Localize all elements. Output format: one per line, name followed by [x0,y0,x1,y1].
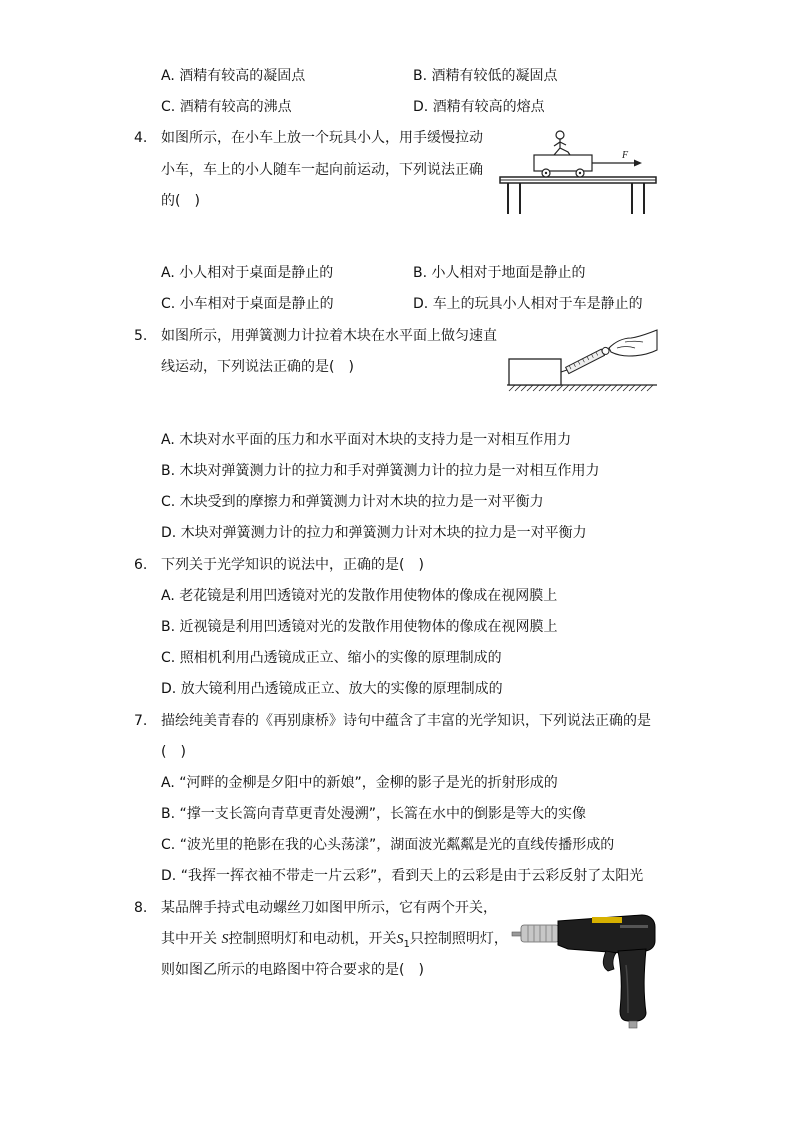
q8-stem-line: 则如图乙所示的电路图中符合要求的是( ) [161,962,424,978]
q6-option-a [161,586,557,606]
toy-person-body [554,139,570,155]
q5-option-c [161,492,544,512]
option-label: B. [161,463,176,479]
option-text: “波光里的艳影在我的心头荡漾”，湖面波光粼粼是光的直线传播形成的 [179,837,615,853]
cart-body [534,155,592,171]
q5-option-b [161,461,600,481]
option-label: D. [413,296,429,312]
option-label: C. [161,837,176,853]
q4-option-b [413,263,586,283]
option-label: C. [161,494,176,510]
spring-scale [566,346,611,373]
option-text: 照相机利用凸透镜成正立、缩小的实像的原理制成的 [179,650,502,666]
option-text: 近视镜是利用凹透镜对光的发散作用使物体的像成在视网膜上 [179,619,558,635]
q7-stem-line: 描绘纯美青春的《再别康桥》诗句中蕴含了丰富的光学知识，下列说法正确的是 [161,713,651,729]
q7-stem-line: ( ) [161,744,186,760]
toy-person-head [556,131,564,139]
wooden-block [509,359,561,385]
screwdriver-air-fitting [629,1021,637,1028]
screwdriver-label [592,917,622,923]
option-label: A. [161,265,175,281]
option-label: D. [161,868,177,884]
q4-option-d [413,294,643,314]
q8-number: 8. [134,900,148,916]
q5-option-d [161,523,587,543]
q5-option-a [161,430,571,450]
q6-option-b [161,617,558,637]
q6-number: 6. [134,557,148,573]
option-text: 木块对弹簧测力计的拉力和手对弹簧测力计的拉力是一对相互作用力 [179,463,600,479]
option-label: D. [161,525,177,541]
q7-option-d [161,866,643,886]
option-text: 酒精有较高的沸点 [179,99,292,115]
option-text: “我挥一挥衣袖不带走一片云彩”，看到天上的云彩是由于云彩反射了太阳光 [180,868,644,884]
q7-number: 7. [134,713,148,729]
option-label: C. [161,99,176,115]
option-label: D. [161,681,177,697]
q5-stem-line: 如图所示，用弹簧测力计拉着木块在水平面上做匀速直 [161,328,497,344]
option-label: A. [161,775,175,791]
option-text: 小车相对于桌面是静止的 [179,296,334,312]
option-label: B. [161,619,176,635]
q3-option-b [413,66,558,86]
stem-text: 其中开关 [161,931,222,947]
q5-number: 5. [134,328,148,344]
option-text: 小人相对于地面是静止的 [431,265,586,281]
q7-option-c [161,835,614,855]
option-text: 酒精有较高的熔点 [432,99,545,115]
option-text: 木块对水平面的压力和水平面对木块的支持力是一对相互作用力 [179,432,572,448]
option-text: 老花镜是利用凹透镜对光的发散作用使物体的像成在视网膜上 [179,588,558,604]
screwdriver-trigger [603,951,616,971]
option-text: 车上的玩具小人相对于车是静止的 [432,296,643,312]
q4-stem-line: 如图所示，在小车上放一个玩具小人，用手缓慢拉动 [161,130,483,146]
q7-option-a [161,773,558,793]
q7-option-b [161,804,586,824]
option-label: A. [161,68,175,84]
hand [609,330,657,356]
option-text: 木块对弹簧测力计的拉力和弹簧测力计对木块的拉力是一对平衡力 [180,525,587,541]
q4-number: 4. [134,130,148,146]
option-label: D. [413,99,429,115]
stem-text: 只控制照明灯， [409,931,508,947]
q6-option-d [161,679,503,699]
q4-cart-on-table-figure [496,124,661,216]
option-text: 木块受到的摩擦力和弹簧测力计对木块的拉力是一对平衡力 [179,494,544,510]
ground-hatching [509,385,653,391]
switch-s1-symbol: S [396,932,404,947]
screwdriver-bit [512,932,522,936]
force-label: F [622,150,629,161]
stem-text: 控制照明灯和电动机，开关 [228,931,397,947]
option-label: B. [161,806,176,822]
switch-s-symbol: S [221,932,229,947]
option-label: A. [161,588,175,604]
q4-option-c [161,294,334,314]
q8-stem-line [161,929,508,955]
q8-stem-line: 某品牌手持式电动螺丝刀如图甲所示，它有两个开关， [161,900,497,916]
option-label: B. [413,68,428,84]
q8-electric-screwdriver-photo [510,905,660,1030]
option-text: “撑一支长篙向青草更青处漫溯”，长篙在水中的倒影是等大的实像 [179,806,587,822]
q5-stem-line: 线运动，下列说法正确的是( ) [161,359,354,375]
option-label: C. [161,296,176,312]
option-text: 小人相对于桌面是静止的 [179,265,334,281]
q3-option-a [161,66,305,86]
q3-option-d [413,97,545,117]
q6-option-c [161,648,502,668]
q5-spring-scale-figure [505,328,661,396]
q4-stem-line: 的( ) [161,193,200,209]
option-text: 放大镜利用凸透镜成正立、放大的实像的原理制成的 [180,681,503,697]
option-label: A. [161,432,175,448]
q4-stem-line: 小车，车上的小人随车一起向前运动，下列说法正确 [161,162,483,178]
option-label: C. [161,650,176,666]
option-text: 酒精有较低的凝固点 [431,68,558,84]
option-text: 酒精有较高的凝固点 [179,68,306,84]
q4-option-a [161,263,333,283]
q3-option-c [161,97,292,117]
option-label: B. [413,265,428,281]
q6-stem: 下列关于光学知识的说法中，正确的是( ) [161,557,424,573]
switch-s1-subscript: 1 [403,938,410,950]
option-text: “河畔的金柳是夕阳中的新娘”，金柳的影子是光的折射形成的 [179,775,558,791]
screwdriver-handle [618,949,646,1021]
